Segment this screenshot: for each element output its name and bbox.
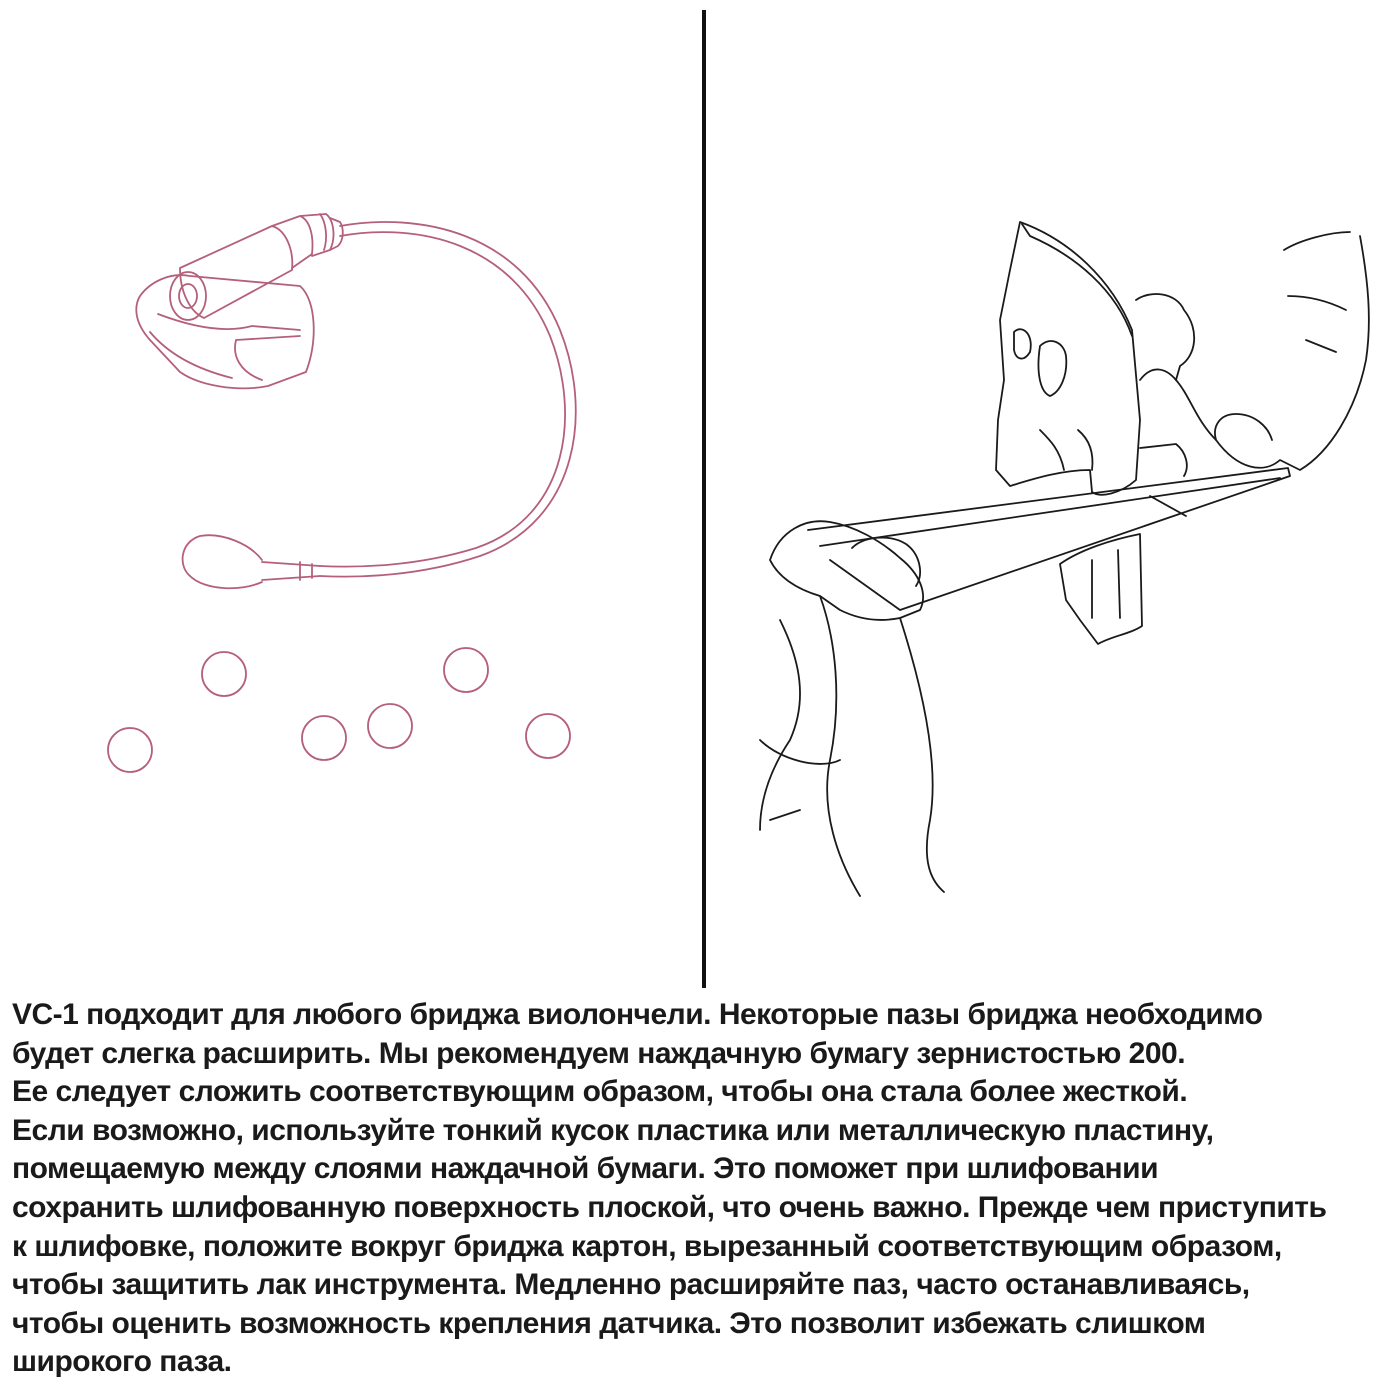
adhesive-disc: [526, 714, 570, 758]
hand-bottom-thumb: [852, 538, 920, 586]
bridge-outline: [996, 222, 1140, 495]
hand-bottom-arm: [760, 596, 944, 896]
cello-bridge-installation-illustration: [760, 222, 1369, 896]
adhesive-disc: [444, 648, 488, 692]
pickup-barrel-end: [170, 272, 206, 320]
hand-bottom: [770, 521, 923, 620]
divider-line: [702, 10, 706, 988]
adhesive-disc: [202, 652, 246, 696]
pickup-barrel: [180, 226, 292, 318]
caption-line: Ее следует сложить соответствующим образом, чтобы она стала более жесткой.: [12, 1075, 1188, 1109]
pickup-boot: [262, 562, 320, 580]
caption-line: к шлифовке, положите вокруг бриджа картон, вырезанный соответствующим образом,: [12, 1229, 1282, 1263]
caption-line: широкого паза.: [12, 1345, 232, 1379]
pickup-clip-inner: [150, 314, 300, 380]
adhesive-disc: [302, 716, 346, 760]
caption-line: помещаемую между слоями наждачной бумаги. Это поможет при шлифовании: [12, 1152, 1159, 1186]
caption-line: VC-1 подходит для любого бриджа виолончели. Некоторые пазы бриджа необходимо: [12, 998, 1263, 1031]
pickup-jack: [183, 535, 262, 588]
pickup-clip: [136, 275, 313, 388]
caption-line: чтобы оценить возможность крепления датчика. Это позволит избежать слишком: [12, 1306, 1206, 1340]
caption-text: [12, 996, 1396, 1382]
sanding-strip: [808, 468, 1290, 610]
pickup-cable-inner: [320, 232, 565, 566]
adhesive-disc: [368, 704, 412, 748]
hand-top: [1136, 236, 1369, 470]
bridge-top-edge: [1022, 224, 1132, 336]
caption-line: будет слегка расширить. Мы рекомендуем наждачную бумагу зернистостью 200.: [12, 1036, 1186, 1070]
caption-line: чтобы защитить лак инструмента. Медленно расширяйте паз, часто останавливаясь,: [12, 1268, 1250, 1302]
hand-top-finger: [1215, 414, 1272, 440]
bridge-kidney-cutout-left: [1014, 329, 1031, 358]
adhesive-disc: [108, 728, 152, 772]
pickup-barrel-lens: [179, 284, 197, 308]
pickup-cable: [320, 222, 576, 577]
caption-line: Если возможно, используйте тонкий кусок пластика или металлическую пластину,: [12, 1113, 1214, 1147]
caption-line: сохранить шлифованную поверхность плоской, что очень важно. Прежде чем приступить: [12, 1190, 1327, 1224]
pickup-illustration: [108, 214, 576, 772]
hand-top-arm: [1284, 232, 1350, 352]
bridge-foot-cutout: [1040, 430, 1092, 470]
bridge-heart-cutout: [1038, 341, 1066, 396]
